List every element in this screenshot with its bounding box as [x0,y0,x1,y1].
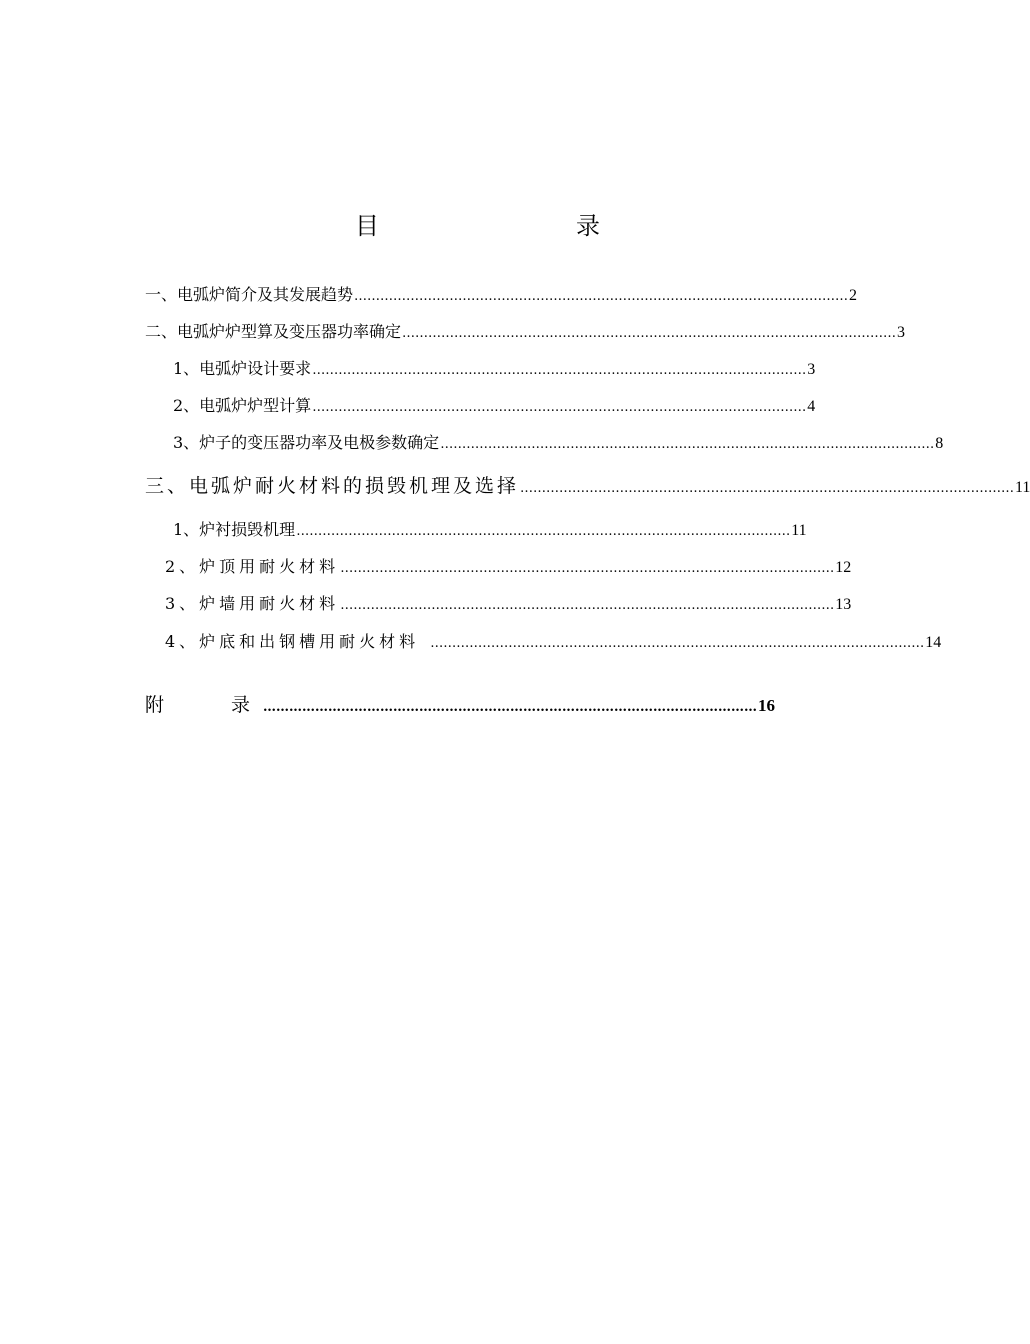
toc-entry-label: 3、炉子的变压器功率及电极参数确定 [173,433,440,452]
appendix-char-left: 附 [145,694,165,716]
toc-entry-section-2-3[interactable] [173,432,944,454]
toc-page-number: 3 [897,324,906,341]
toc-leader-dots: …………………………………………………………………………………………………… [402,326,897,341]
page-title [355,208,600,244]
toc-leader-dots: …………………………………………………………………………………………………… [263,700,757,715]
toc-entry-section-2-1[interactable] [173,358,816,380]
toc-page-number: 4 [807,398,816,415]
toc-entry-label: 二、电弧炉炉型算及变压器功率确定 [145,322,402,341]
toc-leader-dots: …………………………………………………………………………………………………… [312,363,807,378]
toc-leader-dots: …………………………………………………………………………………………………… [354,289,849,304]
toc-page-number: 13 [835,596,852,613]
toc-page-number: 11 [1015,479,1030,496]
toc-entry-section-2-2[interactable] [173,395,816,417]
toc-entry-label: 3、炉墙用耐火材料 [165,594,340,613]
toc-page-number: 16 [758,696,775,715]
toc-entry-label: 一、电弧炉简介及其发展趋势 [145,285,354,304]
title-char-right: 录 [576,212,600,240]
toc-entry-label: 2、炉顶用耐火材料 [165,557,340,576]
toc-leader-dots: …………………………………………………………………………………………………… [340,561,835,576]
title-char-left: 目 [355,212,379,240]
toc-leader-dots: …………………………………………………………………………………………………… [312,400,807,415]
toc-leader-dots: …………………………………………………………………………………………………… [520,481,1015,496]
toc-entry-label [145,692,250,718]
toc-entry-section-3-4[interactable] [165,631,942,653]
appendix-char-right: 录 [230,694,250,716]
toc-entry-section-3-3[interactable] [165,593,852,615]
toc-entry-section-3-1[interactable] [173,519,807,541]
toc-page-number: 14 [925,634,942,651]
toc-entry-label: 4、炉底和出钢槽用耐火材料 [165,632,420,651]
toc-entry-chapter-1[interactable] [145,284,858,306]
toc-entry-label: 1、电弧炉设计要求 [173,359,312,378]
toc-page-number: 8 [935,435,944,452]
toc-leader-dots: …………………………………………………………………………………………………… [440,437,935,452]
toc-leader-dots: …………………………………………………………………………………………………… [340,598,835,613]
toc-entry-label: 2、电弧炉炉型计算 [173,396,312,415]
toc-entry-label: 1、炉衬损毁机理 [173,520,296,539]
toc-page-number: 12 [835,559,852,576]
toc-entry-chapter-3[interactable] [145,475,1030,497]
toc-entry-section-3-2[interactable] [165,556,852,578]
toc-page-number: 3 [807,361,816,378]
toc-page-number: 2 [849,287,858,304]
toc-entry-appendix[interactable] [145,692,775,718]
toc-leader-dots: …………………………………………………………………………………………………… [296,524,791,539]
toc-leader-dots: …………………………………………………………………………………………………… [430,636,925,651]
toc-page-number: 11 [791,522,807,539]
toc-entry-label: 三、电弧炉耐火材料的损毁机理及选择 [145,475,520,497]
toc-entry-chapter-2[interactable] [145,321,906,343]
